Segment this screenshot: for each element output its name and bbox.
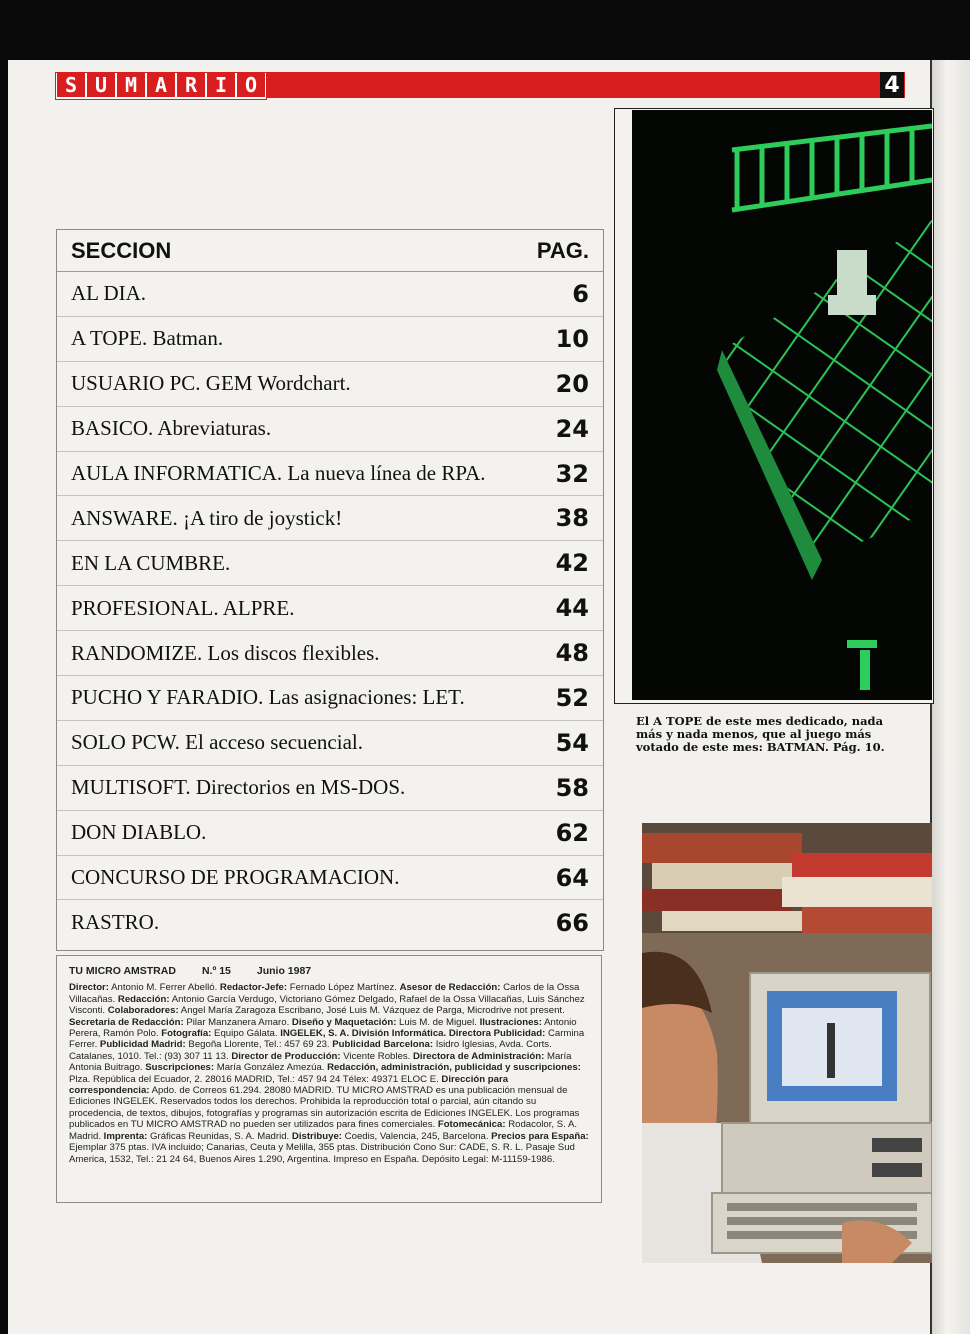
computer-user-photo bbox=[642, 823, 932, 1263]
toc-row bbox=[57, 496, 603, 541]
toc-row bbox=[57, 452, 603, 497]
toc-section-title: SOLO PCW. El acceso secuencial. bbox=[71, 730, 363, 755]
toc-section-title: BASICO. Abreviaturas. bbox=[71, 416, 272, 441]
credit-role: Imprenta: bbox=[103, 1130, 148, 1142]
credit-value: Antonio M. Ferrer Abelló. bbox=[108, 982, 220, 994]
credit-role: Ilustraciones: bbox=[479, 1016, 542, 1028]
page-spine bbox=[930, 60, 970, 1334]
credit-value: Antonio García Verdugo, Victoriano Gómez Delgado, Rafael de la Ossa Villacañas, Luis Sánchez Visconti. bbox=[69, 993, 585, 1017]
toc-page-number: 38 bbox=[555, 504, 589, 533]
logo-letter: I bbox=[207, 73, 235, 97]
batman-game-screen bbox=[632, 110, 932, 700]
table-of-contents bbox=[56, 229, 604, 951]
toc-page-number: 20 bbox=[555, 369, 589, 398]
credit-role: Distribuye: bbox=[291, 1130, 343, 1142]
credit-role: Colaboradores: bbox=[107, 1005, 179, 1017]
credits-text bbox=[69, 982, 589, 1165]
logo-letter: M bbox=[117, 73, 145, 97]
toc-row bbox=[57, 766, 603, 811]
credit-role: Director de Producción: bbox=[231, 1050, 341, 1062]
credit-value: Vicente Robles. bbox=[340, 1050, 413, 1062]
toc-row bbox=[57, 317, 603, 362]
credit-value: Begoña Llorente, Tel.: 457 69 23. bbox=[185, 1039, 333, 1051]
isometric-game-image bbox=[632, 110, 932, 700]
credit-role: Publicidad Barcelona: bbox=[332, 1039, 434, 1051]
toc-section-title: USUARIO PC. GEM Wordchart. bbox=[71, 371, 351, 396]
col-page-label: PAG. bbox=[536, 237, 589, 263]
toc-row bbox=[57, 900, 603, 945]
toc-row bbox=[57, 586, 603, 631]
credit-value: Plza. República del Ecuador, 2. 28016 MADRID, Tel.: 457 94 24 Télex: 49371 ELOC E. bbox=[69, 1073, 442, 1085]
toc-page-number: 6 bbox=[572, 279, 589, 308]
toc-page-number: 66 bbox=[555, 908, 589, 937]
toc-row bbox=[57, 676, 603, 721]
toc-page-number: 24 bbox=[555, 414, 589, 443]
toc-page-number: 64 bbox=[555, 863, 589, 892]
credit-role: Fotomecánica: bbox=[437, 1119, 506, 1131]
toc-section-title: AL DIA. bbox=[71, 281, 147, 306]
toc-row bbox=[57, 811, 603, 856]
credit-value: Rodacolor, S. A. Madrid. bbox=[69, 1119, 578, 1142]
toc-section-title: PROFESIONAL. ALPRE. bbox=[71, 595, 295, 620]
credit-value: Impreso en España. Depósito Legal: M-11159-1986. bbox=[333, 1153, 555, 1165]
credit-role: Redactor-Jefe: bbox=[219, 982, 288, 994]
logo-letter: S bbox=[57, 73, 85, 97]
credit-value: Equipo Gálata. bbox=[211, 1028, 281, 1040]
issue-number: N.º 15 bbox=[201, 965, 231, 977]
toc-page-number: 62 bbox=[555, 818, 589, 847]
amstrad-pc-photo bbox=[642, 823, 932, 1263]
credit-value: Carlos de la Ossa Villacañas. bbox=[69, 982, 580, 1005]
credits-box bbox=[56, 955, 602, 1203]
toc-section-title: AULA INFORMATICA. La nueva línea de RPA. bbox=[71, 461, 486, 485]
credit-role: Asesor de Redacción: bbox=[399, 982, 501, 994]
toc-section-title: CONCURSO DE PROGRAMACION. bbox=[71, 865, 400, 890]
page-number: 4 bbox=[880, 72, 904, 98]
credits-header bbox=[69, 966, 589, 977]
credit-value: Antonio Perera, Ramón Polo. bbox=[69, 1016, 577, 1040]
toc-row bbox=[57, 856, 603, 901]
toc-page-number: 32 bbox=[555, 459, 589, 488]
logo-letter: R bbox=[177, 73, 205, 97]
toc-section-title: PUCHO Y FARADIO. Las asignaciones: LET. bbox=[71, 685, 465, 710]
credit-role: Publicidad Madrid: bbox=[99, 1039, 186, 1051]
toc-page-number: 44 bbox=[555, 594, 589, 623]
credit-value: Ejemplar 375 ptas. IVA incluido; Canarias, Ceuta y Melilla, 355 ptas. Distribución Cono Sur: CADE, S. R. L. Pasaje Sud America, 1532, Tel.: 21 24 64, Buenos Aires 1.290, Argentina. bbox=[69, 1142, 575, 1165]
col-section-label: SECCION bbox=[71, 237, 172, 263]
toc-row bbox=[57, 407, 603, 452]
credit-role: Diseño y Maquetación: bbox=[291, 1016, 397, 1028]
toc-page-number: 48 bbox=[555, 639, 589, 668]
toc-section-title: ANSWARE. ¡A tiro de joystick! bbox=[71, 505, 343, 530]
credit-role: Redacción, administración, publicidad y suscripciones: bbox=[327, 1062, 581, 1074]
batman-screenshot-frame bbox=[614, 108, 934, 704]
issue-date: Junio 1987 bbox=[256, 965, 312, 977]
toc-row bbox=[57, 631, 603, 676]
credit-role: Secretaria de Redacción: bbox=[69, 1016, 184, 1028]
credit-role: Directora de Administración: bbox=[412, 1050, 545, 1062]
credit-value: Apdo. de Correos 61.294. 28080 MADRID. TU MICRO AMSTRAD es una publicación mensual de Ediciones INGELEK. Reservados todos los derechos. Prohibida la reproducción total o parcial, aún citando su procedencia, de textos, dibujos, fotografías y programas sin autorización escrita de Ediciones INGELEK. Los programas publicados en TU MICRO AMSTRAD no pueden ser utilizados para fines comerciales. bbox=[69, 1085, 580, 1131]
logo-letter: O bbox=[237, 73, 265, 97]
credit-value: Isidro Iglesias, Avda. Corts. Catalanes, 1010. Tel.: (93) 307 11 13. bbox=[69, 1039, 552, 1062]
credit-value: Luis M. de Miguel. bbox=[396, 1016, 480, 1028]
credit-role: Suscripciones: bbox=[145, 1062, 215, 1074]
credit-value: Pilar Manzanera Amaro. bbox=[183, 1016, 292, 1028]
credit-value: Angel María Zaragoza Escribano, José Luis M. Vázquez de Parga, Microdrive not present. bbox=[178, 1005, 565, 1017]
toc-section-title: MULTISOFT. Directorios en MS-DOS. bbox=[71, 775, 406, 800]
credit-value: Carmina Ferrer. bbox=[69, 1028, 585, 1051]
toc-page-number: 42 bbox=[555, 549, 589, 578]
credit-role: Director: bbox=[69, 982, 109, 994]
toc-section-title: DON DIABLO. bbox=[71, 820, 207, 845]
credit-value: María González Amezúa. bbox=[214, 1062, 328, 1074]
credit-role: Redacción: bbox=[117, 993, 170, 1005]
credit-value: Coedis, Valencia, 245, Barcelona. bbox=[342, 1130, 492, 1142]
credit-role: Fotografía: bbox=[161, 1028, 212, 1040]
credit-role: Dirección para correspondencia: bbox=[69, 1073, 509, 1097]
credit-role: Precios para España: bbox=[491, 1130, 589, 1142]
sumario-logo bbox=[55, 72, 267, 100]
credit-role: INGELEK, S. A. División Informática. Directora Publicidad: bbox=[280, 1028, 546, 1040]
toc-row bbox=[57, 721, 603, 766]
magazine-name: TU MICRO AMSTRAD bbox=[69, 965, 176, 977]
toc-page-number: 54 bbox=[555, 728, 589, 757]
credit-value: Fernado López Martínez. bbox=[287, 982, 400, 994]
toc-header bbox=[57, 230, 603, 272]
toc-section-title: RANDOMIZE. Los discos flexibles. bbox=[71, 640, 380, 665]
credit-value: Gráficas Reunidas, S. A. Madrid. bbox=[147, 1130, 292, 1142]
logo-letter: A bbox=[147, 73, 175, 97]
toc-section-title: A TOPE. Batman. bbox=[71, 326, 224, 351]
toc-section-title: EN LA CUMBRE. bbox=[71, 550, 231, 575]
toc-page-number: 10 bbox=[555, 324, 589, 353]
toc-page-number: 58 bbox=[555, 773, 589, 802]
toc-section-title: RASTRO. bbox=[71, 910, 160, 935]
toc-row bbox=[57, 541, 603, 586]
toc-page-number: 52 bbox=[555, 683, 589, 712]
logo-letter: U bbox=[87, 73, 115, 97]
toc-row bbox=[57, 272, 603, 317]
toc-row bbox=[57, 362, 603, 407]
credit-value: María Antonia Buitrago. bbox=[69, 1050, 572, 1074]
photo-caption: El A TOPE de este mes dedicado, nada más y nada menos, que al juego más votado de este mes: BATMAN. Pág. 10. bbox=[636, 714, 885, 754]
